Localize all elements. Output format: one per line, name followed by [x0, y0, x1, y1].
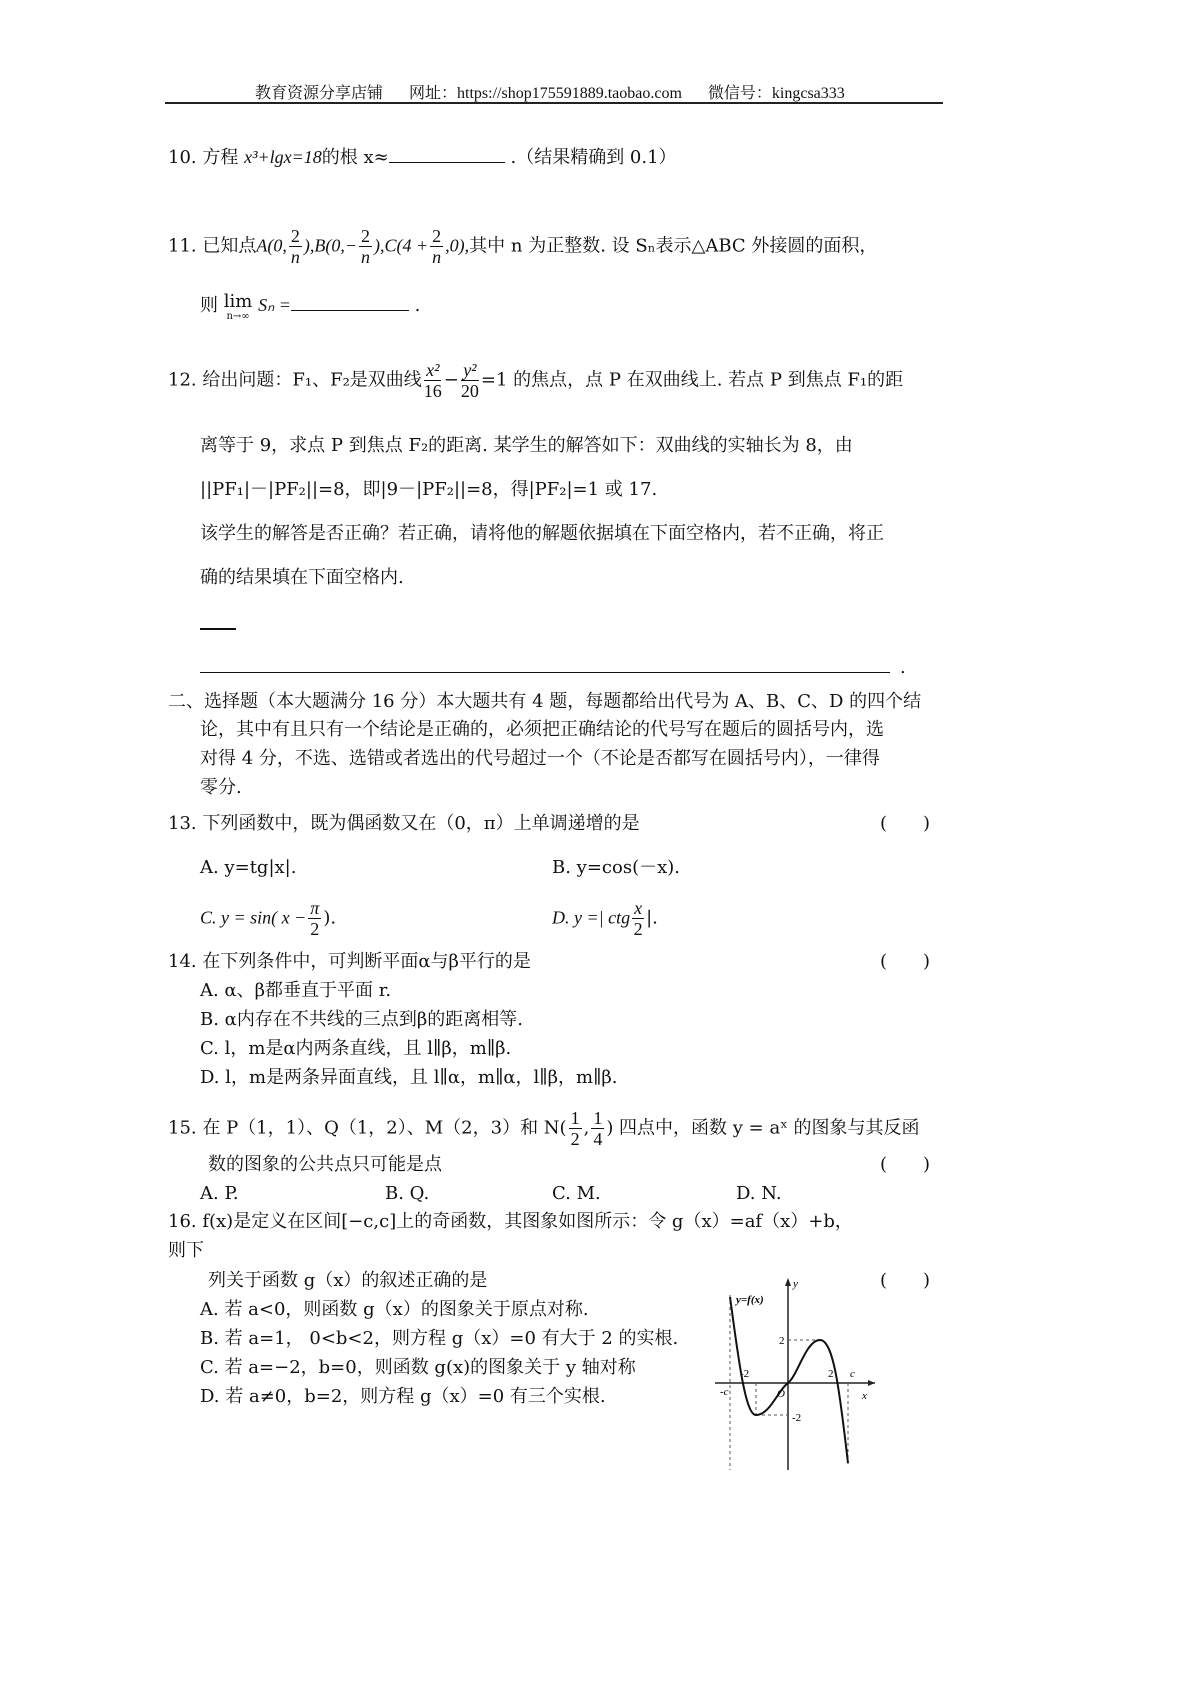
tick-y-2: 2 [779, 1335, 785, 1347]
option-b: B. α内存在不共线的三点到β的距离相等. [200, 1009, 523, 1030]
answer-paren-13[interactable]: ( ) [880, 813, 931, 834]
option-c: C. l，m是α内两条直线，且 l∥β，m∥β. [200, 1038, 512, 1059]
option-c: C. y = sin( x − $\frac{\pi}{2}$ ). [200, 898, 337, 939]
option-c: C. M. [552, 1183, 601, 1204]
tick-y-neg2: -2 [792, 1412, 802, 1424]
header-rule [165, 102, 943, 104]
question-12-text: ||PF₁|－|PF₂||=8，即|9－|PF₂||=8，得|PF₂|=1 或 17. [200, 479, 658, 500]
answer-blank-10[interactable] [389, 144, 505, 163]
curve-f [730, 1297, 848, 1463]
wechat-id: 微信号：kingcsa333 [707, 85, 845, 102]
question-12-text: 离等于 9，求点 P 到焦点 F₂的距离. 某学生的解答如下：双曲线的实轴长为 8，由 [200, 435, 853, 456]
y-axis-label: y [793, 1278, 798, 1290]
answer-blank-12[interactable] [200, 672, 890, 673]
tick-x-neg2: -2 [740, 1368, 750, 1380]
shop-name: 教育资源分享店铺 [255, 85, 384, 102]
section-2-intro: 二、选择题（本大题满分 16 分）本大题共有 4 题，每题都给出代号为 A、B、C、D 的四个结 [168, 691, 922, 712]
question-11: 11. 已知点A(0, $\frac{2}{n}$ ),B(0,− $\frac{2}{n}$ ),C(4 + $\frac{2}{n}$ ,0),其中 n 为正整数. 设 Sₙ表示△ABC 外接圆的面积， [168, 226, 878, 267]
option-d: D. 若 a≠0，b=2，则方程 g（x）=0 有三个实根. [200, 1386, 606, 1407]
section-2-intro: 论，其中有且只有一个结论是正确的，必须把正确结论的代号写在题后的圆括号内，选 [200, 719, 884, 740]
question-10: 10. 方程 x³+lgx=18的根 x≈ .（结果精确到 0.1） [168, 144, 677, 170]
option-a: A. 若 a<0，则函数 g（x）的图象关于原点对称. [200, 1299, 589, 1320]
function-graph [710, 1275, 880, 1475]
question-16: 16. f(x)是定义在区间[−c,c]上的奇函数，其图象如图所示：令 g（x）=af（x）+b， [168, 1211, 853, 1232]
option-a: A. α、β都垂直于平面 r. [200, 980, 392, 1001]
question-13: 13. 下列函数中，既为偶函数又在（0，π）上单调递增的是 [168, 813, 640, 834]
short-rule [200, 628, 236, 630]
option-a: A. P. [200, 1183, 239, 1204]
question-15-line2: 数的图象的公共点只可能是点 [208, 1154, 442, 1175]
shop-url: 网址：https://shop175591889.taobao.com [409, 85, 682, 102]
tick-x-2: 2 [828, 1368, 834, 1380]
origin-label: O [777, 1388, 785, 1400]
option-c: C. 若 a=−2，b=0，则函数 g(x)的图象关于 y 轴对称 [200, 1357, 636, 1378]
section-2-intro: 对得 4 分，不选、选错或者选出的代号超过一个（不论是否都写在圆括号内），一律得 [200, 748, 880, 769]
question-16: 列关于函数 g（x）的叙述正确的是 [208, 1270, 488, 1291]
question-11-line2: 则 lim n→∞ Sₙ = . [200, 291, 421, 322]
answer-paren-14[interactable]: ( ) [880, 951, 931, 972]
question-16: 则下 [168, 1240, 204, 1261]
question-14: 14. 在下列条件中，可判断平面α与β平行的是 [168, 951, 531, 972]
answer-paren-15[interactable]: ( ) [880, 1154, 931, 1175]
question-15: 15. 在 P（1，1）、Q（1，2）、M（2，3）和 N( $\frac{1}{2}$ , $\frac{1}{4}$ ) 四点中，函数 y = aˣ 的图象与其反函 [168, 1108, 920, 1149]
option-b: B. y=cos(－x). [552, 857, 680, 878]
option-b: B. 若 a=1， 0<b<2，则方程 g（x）=0 有大于 2 的实根. [200, 1328, 679, 1349]
tick-neg-c: -c [720, 1386, 729, 1398]
option-d: D. y =| ctg $\frac{x}{2}$ |. [552, 898, 658, 939]
question-12-text: 确的结果填在下面空格内. [200, 567, 404, 588]
x-axis-label: x [862, 1390, 867, 1402]
answer-paren-16[interactable]: ( ) [880, 1270, 931, 1291]
option-b: B. Q. [385, 1183, 430, 1204]
period: . [900, 657, 906, 678]
option-d: D. N. [736, 1183, 782, 1204]
tick-c: c [850, 1368, 855, 1380]
option-a: A. y=tg|x|. [200, 857, 297, 878]
answer-blank-11[interactable] [291, 292, 409, 311]
question-12-text: 该学生的解答是否正确？若正确，请将他的解题依据填在下面空格内，若不正确，将正 [200, 523, 884, 544]
curve-label: y=f(x) [736, 1294, 764, 1306]
page-header [255, 80, 863, 103]
question-12: 12. 给出问题：F₁、F₂是双曲线 $\frac{\text{x²}}{16}$ − $\frac{\text{y²}}{20}$ =1 的焦点，点 P 在双曲线上. 若点 P 到焦点 F₁的距 [168, 360, 904, 401]
section-2-intro: 零分. [200, 777, 242, 798]
option-d: D. l，m是两条异面直线，且 l∥α，m∥α，l∥β，m∥β. [200, 1067, 618, 1088]
